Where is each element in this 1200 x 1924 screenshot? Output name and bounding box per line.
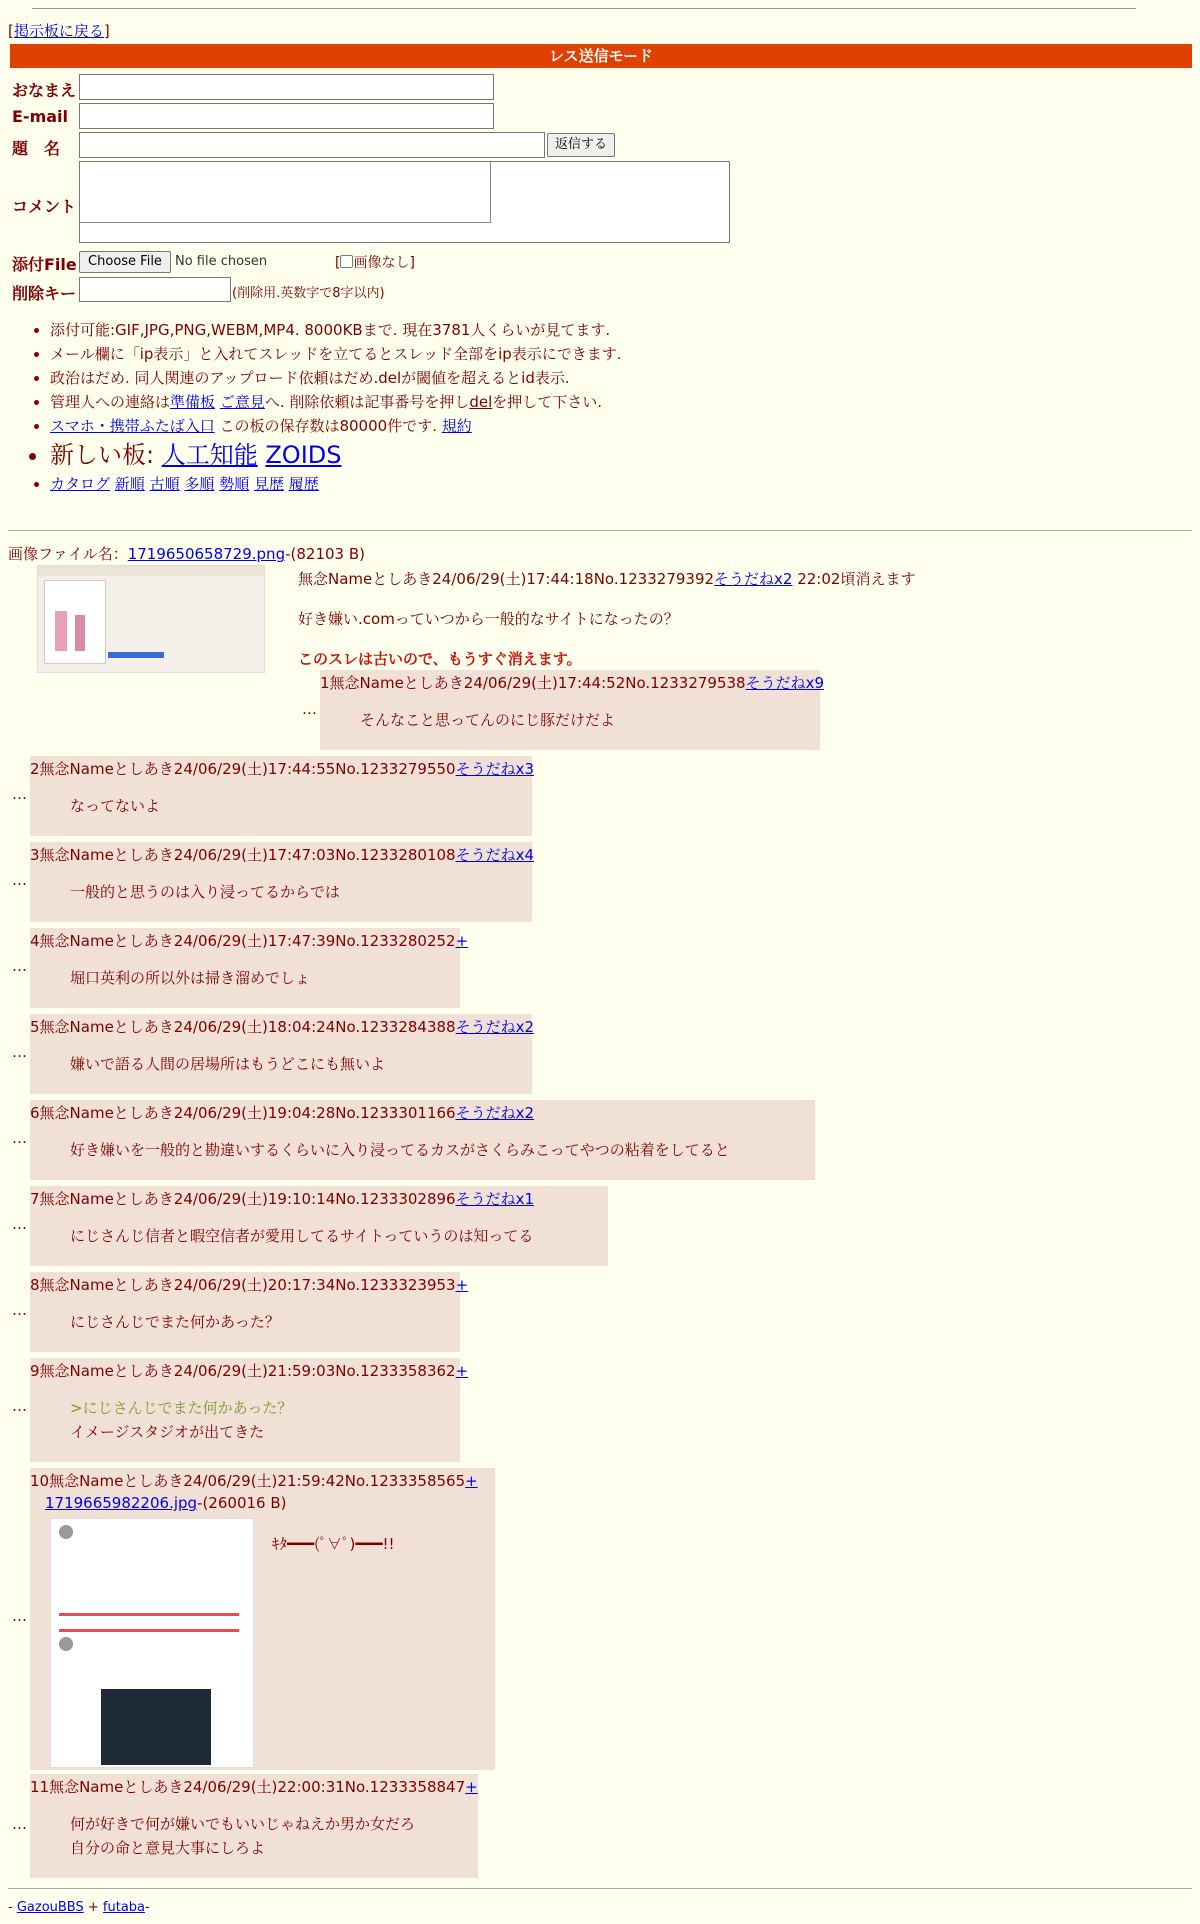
reply-post: [30, 1014, 532, 1094]
sodane-link[interactable]: そうだねx1: [455, 1190, 534, 1208]
reply-meta: 8無念Nameとしあき24/06/29(土)20:17:34No.1233323953: [30, 1276, 456, 1294]
footer-text: +: [83, 1900, 103, 1915]
reply-file-info: [45, 1494, 286, 1512]
reply-ellipsis: …: [12, 1301, 27, 1319]
reply-meta: 6無念Nameとしあき24/06/29(土)19:04:28No.1233301166: [30, 1104, 456, 1122]
terms-link[interactable]: 規約: [441, 417, 472, 435]
reply-post: [320, 670, 824, 750]
op-body: 好き嫌い.comっていつから一般的なサイトになったの？: [298, 610, 679, 628]
reply-quote: >にじさんじでまた何かあった？: [70, 1399, 293, 1417]
reply-meta: 1無念Nameとしあき24/06/29(土)17:44:52No.1233279538: [320, 674, 746, 692]
no-image-option: [ 画像なし]: [335, 255, 415, 271]
rule-item: [50, 414, 622, 438]
rules-list: [22, 318, 622, 496]
prep-board-link[interactable]: 準備板: [170, 393, 216, 411]
sodane-link[interactable]: そうだねx2: [455, 1018, 534, 1036]
sort-many-link[interactable]: 多順: [184, 475, 215, 493]
thumb-figure: [75, 615, 85, 651]
reply-ellipsis: …: [12, 1607, 27, 1625]
avatar: [59, 1637, 73, 1651]
catalog-item: [50, 472, 622, 496]
reply-body: にじさんじ信者と暇空信者が愛用してるサイトっていうのは知ってる: [70, 1227, 534, 1245]
op-sodane-link[interactable]: そうだねx2: [714, 570, 793, 588]
reply-body: 自分の命と意見大事にしろよ: [70, 1839, 266, 1857]
subject-label: 題 名: [12, 139, 61, 158]
reply-meta: 10無念Nameとしあき24/06/29(土)21:59:42No.1233358565: [30, 1472, 466, 1490]
reply-body: なってないよ: [70, 797, 161, 815]
sodane-link[interactable]: +: [465, 1778, 478, 1796]
reply-post: [30, 1272, 469, 1352]
top-divider: [32, 8, 1136, 9]
sort-new-link[interactable]: 新順: [114, 475, 145, 493]
reply-meta: 9無念Nameとしあき24/06/29(土)21:59:03No.1233358362: [30, 1362, 456, 1380]
thumb-header: [38, 566, 264, 576]
footer-divider: [8, 1888, 1192, 1889]
name-input[interactable]: [79, 74, 494, 100]
reply-header: [30, 844, 534, 865]
reply-post: [30, 1100, 815, 1180]
reply-header: [320, 672, 824, 693]
back-nav: [掲示板に戻る]: [8, 22, 110, 40]
comment-inner-frame: [80, 162, 491, 223]
back-to-board-link[interactable]: 掲示板に戻る: [13, 22, 104, 40]
reply-post: [30, 1186, 608, 1266]
reply-ellipsis: …: [12, 785, 27, 803]
mobile-entrance-link[interactable]: スマホ・携帯ふたば入口: [50, 417, 215, 435]
old-thread-warning: このスレは古いので、もうすぐ消えます。: [298, 650, 582, 668]
thumb-figure: [55, 611, 67, 651]
op-header: [298, 568, 915, 589]
op-meta: 無念Nameとしあき24/06/29(土)17:44:18No.1233279392: [298, 570, 715, 588]
new-boards-label: 新しい板:: [50, 441, 162, 469]
thumb-bar: [59, 1629, 239, 1632]
reply-file-link[interactable]: 1719665982206.jpg: [45, 1494, 198, 1512]
futaba-link[interactable]: futaba: [102, 1900, 146, 1915]
catalog-link[interactable]: カタログ: [50, 475, 111, 493]
zoids-board-link[interactable]: ZOIDS: [265, 441, 342, 469]
reply-ellipsis: …: [12, 1815, 27, 1833]
reply-post: [30, 756, 532, 836]
section-divider: [8, 530, 1192, 531]
rule-text: を押して下さい.: [492, 393, 603, 411]
sodane-link[interactable]: そうだねx4: [455, 846, 534, 864]
op-file-link[interactable]: 1719650658729.png: [127, 545, 286, 563]
reply-file-size: -(260016 B): [197, 1494, 287, 1512]
reply-ellipsis: …: [12, 957, 27, 975]
delete-key-label: 削除キー: [12, 284, 77, 303]
reply-header: [30, 1274, 468, 1295]
reply-ellipsis: …: [302, 700, 317, 718]
reply-body: イメージスタジオが出てきた: [70, 1423, 265, 1441]
reply-header: [30, 1776, 478, 1797]
sort-old-link[interactable]: 古順: [149, 475, 180, 493]
sodane-link[interactable]: そうだねx2: [455, 1104, 534, 1122]
reply-meta: 2無念Nameとしあき24/06/29(土)17:44:55No.1233279550: [30, 760, 456, 778]
reply-meta: 11無念Nameとしあき24/06/29(土)22:00:31No.1233358847: [30, 1778, 466, 1796]
reply-body: 何が好きで何が嫌いでもいいじゃねえか男か女だろ: [70, 1815, 416, 1833]
thumb-bar: [59, 1613, 239, 1616]
rule-item: [50, 390, 622, 414]
reply-header: [30, 758, 534, 779]
comment-textarea[interactable]: [79, 161, 730, 243]
reply-meta: 3無念Nameとしあき24/06/29(土)17:47:03No.1233280108: [30, 846, 456, 864]
rule-text: この板の保存数は80000件です.: [214, 417, 442, 435]
reply-post: [30, 842, 532, 922]
ai-board-link[interactable]: 人工知能: [161, 441, 258, 469]
reply-meta: 5無念Nameとしあき24/06/29(土)18:04:24No.1233284388: [30, 1018, 456, 1036]
op-file-info: [8, 543, 365, 564]
reply-post: [30, 1774, 478, 1878]
avatar: [59, 1525, 73, 1539]
no-image-checkbox[interactable]: [340, 255, 353, 268]
reply-body: そんなこと思ってんのにじ豚だけだよ: [360, 711, 616, 729]
reply-body: ｷﾀ━━━(ﾟ∀ﾟ)━━━!!: [272, 1535, 395, 1553]
op-expire-text: 22:02頃消えます: [792, 570, 916, 588]
no-file-text: No file chosen: [175, 254, 268, 269]
reply-thumbnail[interactable]: [50, 1518, 254, 1768]
op-file-size: -(82103 B): [285, 545, 365, 563]
feedback-link[interactable]: ご意見: [219, 393, 265, 411]
sodane-link[interactable]: +: [455, 1276, 469, 1294]
op-thumbnail[interactable]: [37, 565, 265, 673]
sodane-link[interactable]: そうだねx9: [745, 674, 824, 692]
thumb-bar: [108, 652, 164, 658]
sodane-link[interactable]: +: [455, 932, 469, 950]
reply-ellipsis: …: [12, 1043, 27, 1061]
email-input[interactable]: [79, 103, 494, 129]
reply-ellipsis: …: [12, 1129, 27, 1147]
reply-post: [30, 928, 469, 1008]
reply-meta: 4無念Nameとしあき24/06/29(土)17:47:39No.1233280252: [30, 932, 456, 950]
footer-text: -: [145, 1900, 150, 1915]
reply-header: [30, 1188, 534, 1209]
thumb-dark-card: [101, 1689, 211, 1765]
new-boards-item: [50, 438, 622, 472]
reply-body: 嫌いで語る人間の居場所はもうどこにも無いよ: [70, 1055, 386, 1073]
del-text: del: [469, 393, 493, 411]
rule-item: • 政治はだめ. 同人関連のアップロード依頼はだめ.delが閾値を超えるとid表示.: [50, 366, 622, 390]
choose-file-button[interactable]: Choose File: [79, 251, 171, 273]
file-label: 添付File: [12, 255, 77, 274]
footer-text: -: [8, 1900, 17, 1915]
sodane-link[interactable]: +: [465, 1472, 478, 1490]
reply-body: 堀口英利の所以外は掃き溜めでしょ: [70, 969, 311, 987]
footer: [8, 1900, 150, 1915]
delete-key-note: (削除用.英数字で8字以内): [232, 286, 385, 301]
viewed-link[interactable]: 見歴: [253, 475, 284, 493]
op-file-label: 画像ファイル名：: [8, 545, 128, 563]
submit-reply-button[interactable]: 返信する: [547, 133, 615, 157]
thumb-panel: [44, 580, 106, 664]
rule-item: • メール欄に「ip表示」と入れてスレッドを立てるとスレッド全部をip表示にできます.: [50, 342, 622, 366]
history-link[interactable]: 履歴: [288, 475, 319, 493]
sodane-link[interactable]: +: [455, 1362, 469, 1380]
no-image-label: 画像なし: [353, 255, 410, 271]
reply-header: [30, 1360, 468, 1381]
reply-post: [30, 1358, 469, 1462]
reply-header: [30, 930, 468, 951]
reply-ellipsis: …: [12, 871, 27, 889]
reply-mode-banner: レス送信モード: [10, 44, 1192, 68]
comment-label: コメント: [12, 197, 77, 216]
reply-body: 好き嫌いを一般的と勘違いするくらいに入り浸ってるカスがさくらみこってやつの粘着をしてると: [70, 1141, 730, 1159]
name-label: おなまえ: [12, 81, 77, 100]
rule-item: • 添付可能:GIF,JPG,PNG,WEBM,MP4. 8000KBまで. 現在3781人くらいが見てます.: [50, 318, 622, 342]
reply-header: [30, 1016, 534, 1037]
reply-body: 一般的と思うのは入り浸ってるからでは: [70, 883, 340, 901]
reply-body: にじさんじでまた何かあった？: [70, 1313, 280, 1331]
reply-meta: 7無念Nameとしあき24/06/29(土)19:10:14No.1233302896: [30, 1190, 456, 1208]
rule-text: 管理人への連絡は: [50, 393, 171, 411]
reply-ellipsis: …: [12, 1397, 27, 1415]
sodane-link[interactable]: そうだねx3: [455, 760, 534, 778]
gazoubbs-link[interactable]: GazouBBS: [16, 1900, 84, 1915]
email-label: E-mail: [12, 107, 69, 126]
reply-ellipsis: …: [12, 1215, 27, 1233]
reply-post: [30, 1468, 495, 1770]
subject-input[interactable]: [79, 132, 545, 158]
delete-key-input[interactable]: [79, 277, 231, 302]
sort-momentum-link[interactable]: 勢順: [219, 475, 250, 493]
reply-header: [30, 1102, 534, 1123]
rule-text: へ. 削除依頼は記事番号を押し: [264, 393, 470, 411]
reply-header: [30, 1470, 478, 1491]
